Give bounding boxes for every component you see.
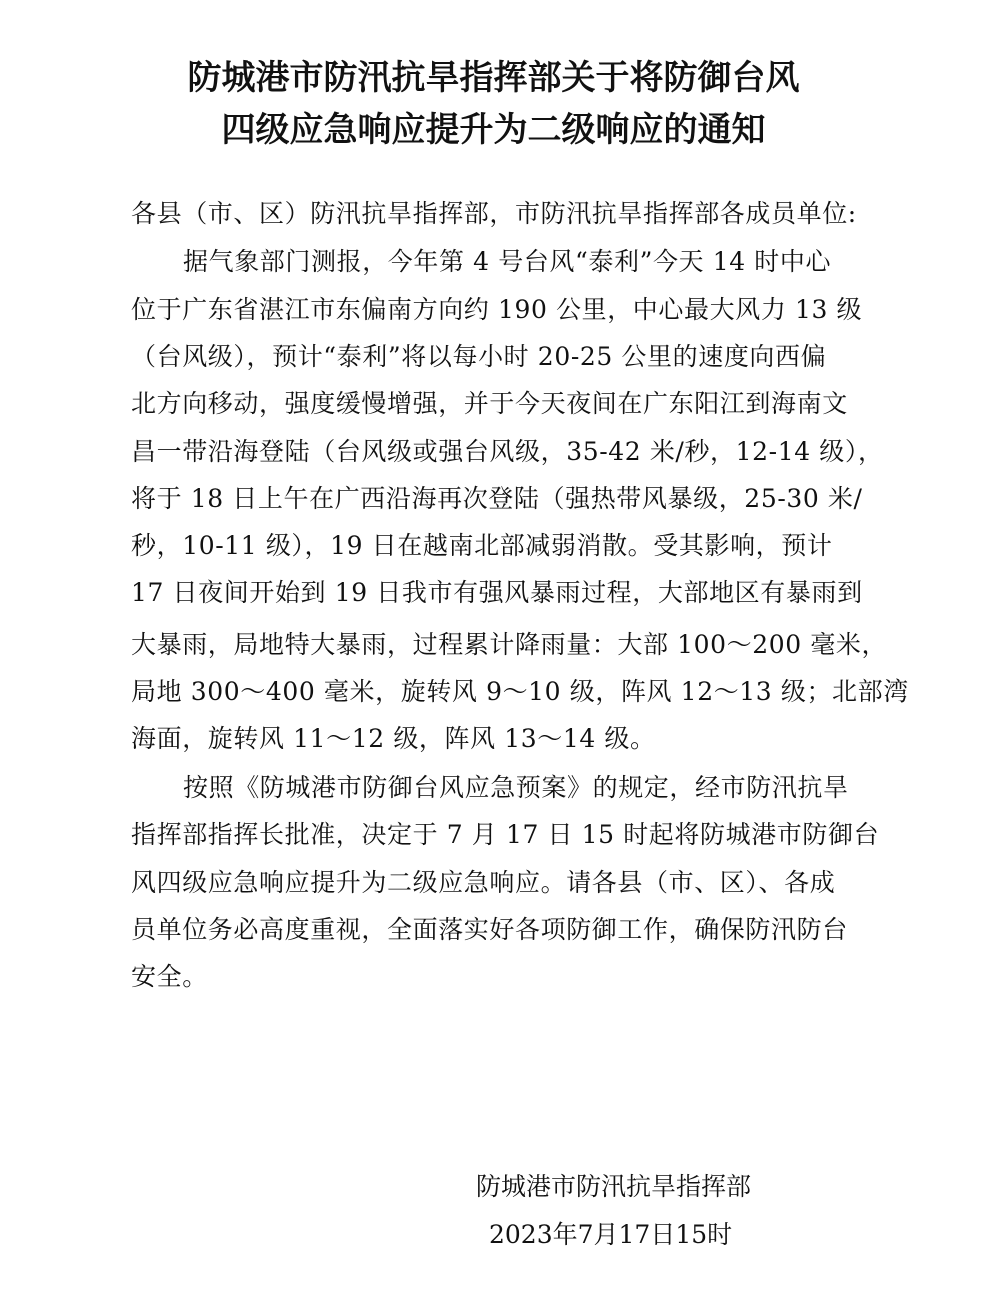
paragraph-2-line: 安全。: [131, 962, 208, 991]
paragraph-1-line: 秒，10-11 级），19 日在越南北部减弱消散。受其影响，预计: [131, 531, 833, 560]
paragraph-1-line: 据气象部门测报，今年第 4 号台风“泰利”今天 14 时中心: [183, 247, 832, 276]
paragraph-1-line: 大暴雨，局地特大暴雨，过程累计降雨量：大部 100～200 毫米，: [131, 630, 888, 659]
paragraph-1-line: 位于广东省湛江市东偏南方向约 190 公里，中心最大风力 13 级: [131, 295, 863, 324]
paragraph-1-line: 海面，旋转风 11～12 级，阵风 13～14 级。: [131, 724, 656, 753]
paragraph-1-line: 局地 300～400 毫米，旋转风 9～10 级，阵风 12～13 级；北部湾: [131, 677, 909, 706]
paragraph-1-line: 将于 18 日上午在广西沿海再次登陆（强热带风暴级，25-30 米/: [131, 484, 863, 513]
paragraph-1-line: 昌一带沿海登陆（台风级或强台风级，35-42 米/秒，12-14 级），: [131, 437, 884, 466]
paragraph-2-line: 员单位务必高度重视，全面落实好各项防御工作，确保防汛防台: [131, 915, 848, 944]
paragraph-2-line: 风四级应急响应提升为二级应急响应。请各县（市、区）、各成: [131, 868, 836, 897]
paragraph-1-line: （台风级），预计“泰利”将以每小时 20-25 公里的速度向西偏: [131, 342, 827, 371]
paragraph-2-line: 指挥部指挥长批准，决定于 7 月 17 日 15 时起将防城港市防御台: [131, 820, 880, 849]
signature-organization: 防城港市防汛抗旱指挥部: [476, 1172, 752, 1201]
addressee: 各县（市、区）防汛抗旱指挥部，市防汛抗旱指挥部各成员单位:: [131, 199, 857, 228]
paragraph-2-line: 按照《防城港市防御台风应急预案》的规定，经市防汛抗旱: [183, 773, 849, 802]
paragraph-1-line: 17 日夜间开始到 19 日我市有强风暴雨过程，大部地区有暴雨到: [131, 578, 863, 607]
document-title-line-2: 四级应急响应提升为二级响应的通知: [221, 110, 766, 150]
document-title-line-1: 防城港市防汛抗旱指挥部关于将防御台风: [187, 58, 800, 98]
paragraph-1-line: 北方向移动，强度缓慢增强，并于今天夜间在广东阳江到海南文: [131, 389, 848, 418]
signature-date: 2023年7月17日15时: [489, 1220, 733, 1249]
